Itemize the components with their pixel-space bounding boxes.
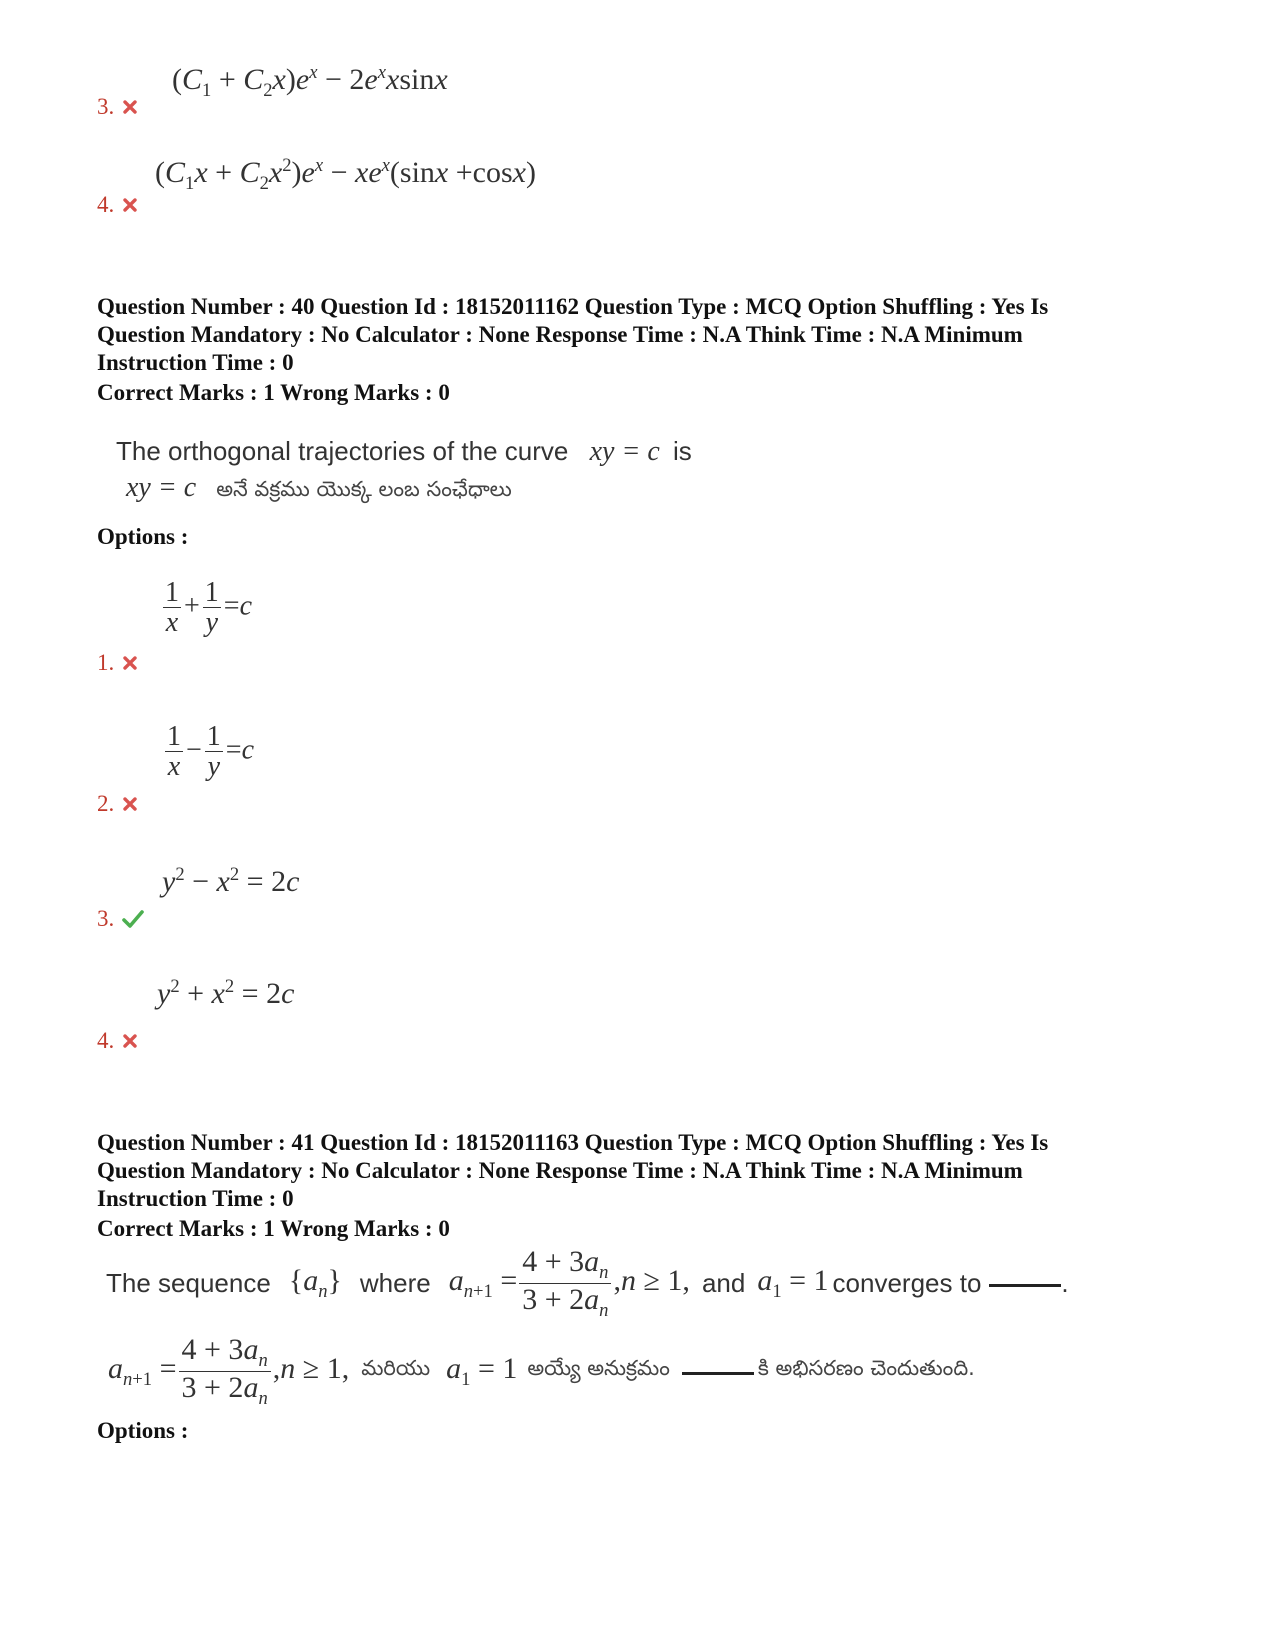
prev-option-3[interactable] [97, 94, 138, 120]
meta-line-1: Question Number : 40 Question Id : 18152011162 Question Type : MCQ Option Shuffling : Yes Is [97, 294, 1049, 319]
question-41-text-te [108, 1334, 975, 1408]
telugu-text: అనే వక్రము యొక్క లంబ సంఛేధాలు [216, 477, 512, 501]
option-number: 3. [97, 94, 115, 119]
prev-option-3-formula: $(C_1 + C_2x)e^x - 2e^xxsinx$ [172, 62, 448, 101]
checkmark-icon [122, 909, 144, 929]
option-number: 4. [97, 1028, 115, 1053]
sequence-formula: $\{a_n\}$ [288, 1263, 342, 1302]
options-label: Options : [97, 524, 189, 549]
prev-option-4-formula: $(C_1x + C_2x^2)e^x - xe^x(\sin x +\cos x)$ [155, 155, 536, 194]
meta-line-2: Question Mandatory : No Calculator : None Response Time : N.A Think Time : N.A Minimum [97, 322, 1023, 347]
cross-icon [122, 796, 138, 812]
meta-line-3: Instruction Time : 0 [97, 350, 294, 375]
question-40-meta [97, 293, 1177, 377]
question-text-part: converges to [832, 1267, 982, 1298]
question-text-part: The sequence [106, 1267, 271, 1298]
option-4[interactable] [97, 1028, 138, 1054]
option-number: 2. [97, 791, 115, 816]
initial-condition: $a_1 = 1$ [446, 1351, 518, 1390]
question-text-part: where [359, 1267, 431, 1298]
option-3[interactable] [97, 906, 144, 932]
telugu-text: కి అభిసరణం చెందుతుంది. [757, 1356, 975, 1381]
option-3-formula: $y^2 - x^2 = 2c$ [162, 864, 300, 898]
cross-icon [122, 197, 138, 213]
answer-blank [989, 1280, 1061, 1287]
telugu-text: మరియు [361, 1356, 431, 1381]
option-number: 3. [97, 906, 115, 931]
cross-icon [122, 655, 138, 671]
cross-icon [122, 99, 138, 115]
question-41-meta [97, 1129, 1177, 1213]
answer-blank [682, 1368, 754, 1375]
question-text-part: and [701, 1267, 746, 1298]
options-label: Options : [97, 1418, 189, 1443]
option-4-formula: $y^2 + x^2 = 2c$ [157, 976, 295, 1010]
option-1-formula: $\frac{1}{x}$ + $\frac{1}{y}$ =c [160, 578, 252, 638]
question-41-text-en: The sequence $\{a_n\}$ where $a_{n+1}$ = $\frac{4 + 3a_n}{3 + 2a_n}$ ,n ≥ 1, and $a_1 = 1$ converges to . [106, 1245, 1069, 1321]
option-number: 1. [97, 650, 115, 675]
initial-condition: $a_1 = 1$ [757, 1263, 829, 1302]
meta-line-2: Question Mandatory : No Calculator : None Response Time : N.A Think Time : N.A Minimum [97, 1158, 1023, 1183]
recurrence-formula: $a_{n+1}$ = $\frac{4 + 3a_n}{3 + 2a_n}$ ,n ≥ 1, [108, 1333, 350, 1409]
question-text-part: is [673, 436, 692, 466]
option-2[interactable] [97, 791, 138, 817]
question-40-text-te [126, 472, 512, 507]
meta-line-1: Question Number : 41 Question Id : 18152011163 Question Type : MCQ Option Shuffling : Yes Is [97, 1130, 1049, 1155]
option-2-formula: $\frac{1}{x}$ − $\frac{1}{y}$ =c [162, 722, 254, 782]
option-number: 4. [97, 192, 115, 217]
cross-icon [122, 1033, 138, 1049]
telugu-text: అయ్యే అనుక్రమం [527, 1356, 670, 1381]
recurrence-formula: $a_{n+1}$ = $\frac{4 + 3a_n}{3 + 2a_n}$ ,n ≥ 1, [448, 1245, 690, 1321]
prev-option-4[interactable] [97, 192, 138, 218]
meta-line-3: Instruction Time : 0 [97, 1186, 294, 1211]
question-text-part: The orthogonal trajectories of the curve [116, 436, 569, 466]
option-1[interactable] [97, 650, 138, 676]
curve-formula: xy = c [589, 436, 660, 467]
question-40-text-en [116, 436, 692, 468]
question-40-marks: Correct Marks : 1 Wrong Marks : 0 [97, 380, 450, 405]
curve-formula: xy = c [126, 472, 197, 503]
question-41-marks: Correct Marks : 1 Wrong Marks : 0 [97, 1216, 450, 1241]
